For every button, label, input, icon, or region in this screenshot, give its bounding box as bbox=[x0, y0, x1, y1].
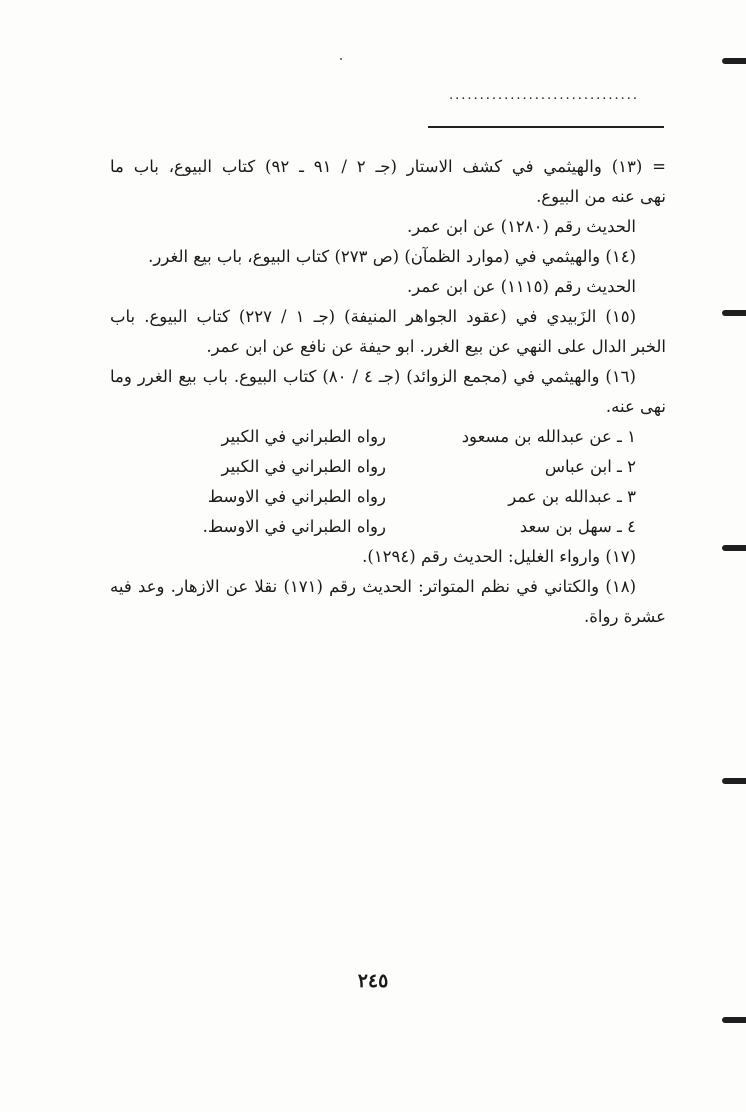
page-edge-mark bbox=[722, 1017, 746, 1023]
narrator-name: ٤ ـ سهل بن سعد bbox=[519, 517, 636, 536]
paragraph-17: (١٧) وارواء الغليل: الحديث رقم (١٢٩٤). bbox=[362, 547, 636, 566]
narrator-source: رواه الطبراني في الكبير bbox=[221, 457, 386, 476]
narrator-list bbox=[110, 422, 666, 542]
paragraph-13-line-1: = (١٣) والهيثمي في كشف الاستار (جـ ٢ / ٩١ ـ ٩٢) كتاب البيوع، باب ما bbox=[110, 157, 666, 176]
narrator-name: ٣ ـ عبدالله بن عمر bbox=[508, 487, 636, 506]
paragraph-13-hadith-number: الحديث رقم (١٢٨٠) عن ابن عمر. bbox=[407, 217, 636, 236]
narrator-name: ١ ـ عن عبدالله بن مسعود bbox=[461, 427, 636, 446]
paragraph-18-line-2: عشرة رواة. bbox=[584, 607, 666, 626]
footnote-separator-rule bbox=[428, 126, 664, 128]
page-edge-mark bbox=[722, 310, 746, 316]
narrator-name: ٢ ـ ابن عباس bbox=[544, 457, 636, 476]
paragraph-16-line-1: (١٦) والهيثمي في (مجمع الزوائد) (جـ ٤ / ٨٠) كتاب البيوع. باب بيع الغرر وما bbox=[110, 367, 636, 386]
narrator-source: رواه الطبراني في الكبير bbox=[221, 427, 386, 446]
ink-speck bbox=[340, 58, 342, 60]
narrator-row bbox=[110, 422, 666, 452]
narrator-row bbox=[110, 512, 666, 542]
paragraph-14: (١٤) والهيثمي في (موارد الظمآن) (ص ٢٧٣) كتاب البيوع، باب بيع الغرر. bbox=[148, 247, 636, 266]
paragraph-15-line-2: الخبر الدال على النهي عن بيع الغرر. ابو حيفة عن نافع عن ابن عمر. bbox=[206, 337, 666, 356]
paragraph-16-line-2: نهى عنه. bbox=[605, 397, 666, 416]
narrator-source: رواه الطبراني في الاوسط. bbox=[202, 517, 386, 536]
narrator-source: رواه الطبراني في الاوسط bbox=[207, 487, 386, 506]
page-number: ٢٤٥ bbox=[357, 970, 389, 992]
narrator-row bbox=[110, 452, 666, 482]
paragraph-14-hadith-number: الحديث رقم (١١١٥) عن ابن عمر. bbox=[407, 277, 636, 296]
paragraph-18-line-1: (١٨) والكتاني في نظم المتواتر: الحديث رقم (١٧١) نقلا عن الازهار. وعد فيه bbox=[110, 577, 636, 596]
narrator-row bbox=[110, 482, 666, 512]
paragraph-15-line-1: (١٥) الزَبيدي في (عقود الجواهر المنيفة) (جـ ١ / ٢٢٧) كتاب البيوع. باب bbox=[110, 307, 637, 326]
page-edge-mark bbox=[722, 58, 746, 64]
footnote-text bbox=[110, 152, 666, 632]
continuation-dots: ............................... bbox=[448, 88, 640, 103]
paragraph-13-line-2: نهى عنه من البيوع. bbox=[536, 187, 666, 206]
page-edge-mark bbox=[722, 545, 746, 551]
page-edge-mark bbox=[722, 778, 746, 784]
